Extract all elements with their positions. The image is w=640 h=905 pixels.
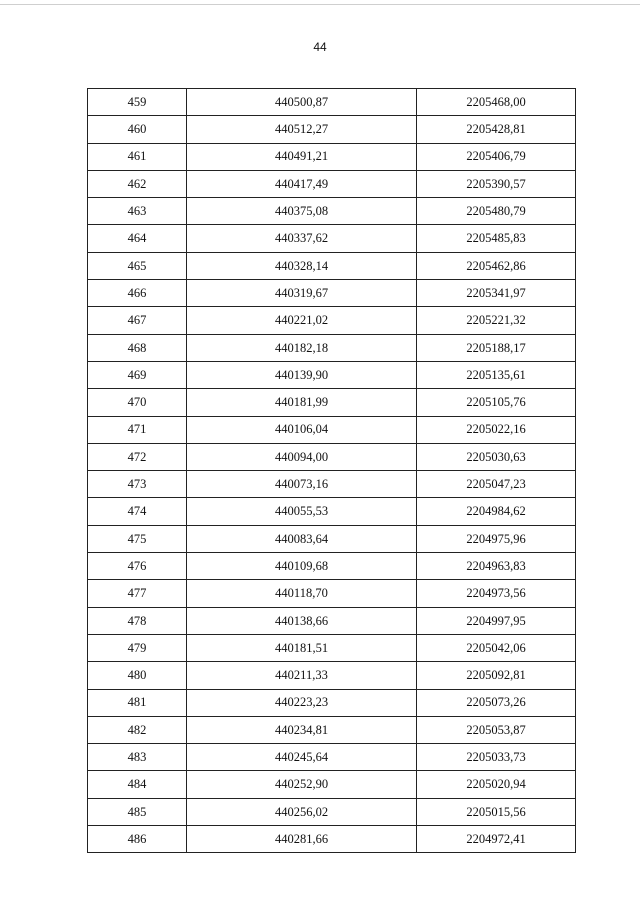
y-coordinate-cell: 2204984,62 <box>417 498 576 525</box>
y-coordinate-cell: 2205406,79 <box>417 143 576 170</box>
y-coordinate-cell: 2205390,57 <box>417 170 576 197</box>
table-row <box>88 307 576 334</box>
x-coordinate-cell: 440211,33 <box>187 662 417 689</box>
y-coordinate-cell: 2205462,86 <box>417 252 576 279</box>
y-coordinate-cell: 2205221,32 <box>417 307 576 334</box>
point-number-cell: 463 <box>88 198 187 225</box>
y-coordinate-cell: 2204963,83 <box>417 553 576 580</box>
table-row <box>88 89 576 116</box>
table-row <box>88 798 576 825</box>
point-number-cell: 472 <box>88 443 187 470</box>
x-coordinate-cell: 440094,00 <box>187 443 417 470</box>
table-row <box>88 225 576 252</box>
page-number: 44 <box>313 40 327 54</box>
x-coordinate-cell: 440181,51 <box>187 634 417 661</box>
x-coordinate-cell: 440281,66 <box>187 826 417 853</box>
point-number-cell: 476 <box>88 553 187 580</box>
y-coordinate-cell: 2205485,83 <box>417 225 576 252</box>
x-coordinate-cell: 440252,90 <box>187 771 417 798</box>
table-row <box>88 443 576 470</box>
table-row <box>88 744 576 771</box>
point-number-cell: 471 <box>88 416 187 443</box>
coordinates-table-body <box>88 89 576 853</box>
point-number-cell: 461 <box>88 143 187 170</box>
point-number-cell: 483 <box>88 744 187 771</box>
table-row <box>88 553 576 580</box>
point-number-cell: 470 <box>88 389 187 416</box>
table-row <box>88 334 576 361</box>
x-coordinate-cell: 440109,68 <box>187 553 417 580</box>
table-row <box>88 580 576 607</box>
y-coordinate-cell: 2205033,73 <box>417 744 576 771</box>
y-coordinate-cell: 2204997,95 <box>417 607 576 634</box>
table-row <box>88 170 576 197</box>
y-coordinate-cell: 2205105,76 <box>417 389 576 416</box>
x-coordinate-cell: 440234,81 <box>187 716 417 743</box>
table-row <box>88 634 576 661</box>
table-row <box>88 771 576 798</box>
y-coordinate-cell: 2205053,87 <box>417 716 576 743</box>
table-row <box>88 389 576 416</box>
y-coordinate-cell: 2205428,81 <box>417 116 576 143</box>
point-number-cell: 485 <box>88 798 187 825</box>
table-row <box>88 607 576 634</box>
x-coordinate-cell: 440083,64 <box>187 525 417 552</box>
point-number-cell: 479 <box>88 634 187 661</box>
y-coordinate-cell: 2204972,41 <box>417 826 576 853</box>
x-coordinate-cell: 440512,27 <box>187 116 417 143</box>
x-coordinate-cell: 440182,18 <box>187 334 417 361</box>
point-number-cell: 465 <box>88 252 187 279</box>
point-number-cell: 473 <box>88 471 187 498</box>
table-row <box>88 143 576 170</box>
y-coordinate-cell: 2204975,96 <box>417 525 576 552</box>
point-number-cell: 480 <box>88 662 187 689</box>
point-number-cell: 481 <box>88 689 187 716</box>
x-coordinate-cell: 440073,16 <box>187 471 417 498</box>
point-number-cell: 462 <box>88 170 187 197</box>
x-coordinate-cell: 440319,67 <box>187 280 417 307</box>
y-coordinate-cell: 2205042,06 <box>417 634 576 661</box>
table-row <box>88 361 576 388</box>
y-coordinate-cell: 2205092,81 <box>417 662 576 689</box>
x-coordinate-cell: 440106,04 <box>187 416 417 443</box>
table-row <box>88 689 576 716</box>
table-row <box>88 416 576 443</box>
table-row <box>88 471 576 498</box>
x-coordinate-cell: 440118,70 <box>187 580 417 607</box>
x-coordinate-cell: 440417,49 <box>187 170 417 197</box>
point-number-cell: 474 <box>88 498 187 525</box>
y-coordinate-cell: 2205480,79 <box>417 198 576 225</box>
x-coordinate-cell: 440138,66 <box>187 607 417 634</box>
table-row <box>88 662 576 689</box>
x-coordinate-cell: 440221,02 <box>187 307 417 334</box>
table-row <box>88 716 576 743</box>
y-coordinate-cell: 2204973,56 <box>417 580 576 607</box>
point-number-cell: 484 <box>88 771 187 798</box>
x-coordinate-cell: 440491,21 <box>187 143 417 170</box>
x-coordinate-cell: 440245,64 <box>187 744 417 771</box>
x-coordinate-cell: 440375,08 <box>187 198 417 225</box>
point-number-cell: 459 <box>88 89 187 116</box>
y-coordinate-cell: 2205030,63 <box>417 443 576 470</box>
table-row <box>88 198 576 225</box>
table-row <box>88 826 576 853</box>
table-row <box>88 280 576 307</box>
y-coordinate-cell: 2205073,26 <box>417 689 576 716</box>
x-coordinate-cell: 440223,23 <box>187 689 417 716</box>
y-coordinate-cell: 2205341,97 <box>417 280 576 307</box>
table-row <box>88 498 576 525</box>
x-coordinate-cell: 440055,53 <box>187 498 417 525</box>
point-number-cell: 464 <box>88 225 187 252</box>
top-rule <box>0 4 640 5</box>
table-row <box>88 252 576 279</box>
table-row <box>88 116 576 143</box>
point-number-cell: 467 <box>88 307 187 334</box>
table-row <box>88 525 576 552</box>
coordinates-table <box>87 88 576 853</box>
x-coordinate-cell: 440500,87 <box>187 89 417 116</box>
point-number-cell: 460 <box>88 116 187 143</box>
y-coordinate-cell: 2205135,61 <box>417 361 576 388</box>
x-coordinate-cell: 440181,99 <box>187 389 417 416</box>
point-number-cell: 468 <box>88 334 187 361</box>
point-number-cell: 478 <box>88 607 187 634</box>
point-number-cell: 475 <box>88 525 187 552</box>
point-number-cell: 477 <box>88 580 187 607</box>
y-coordinate-cell: 2205020,94 <box>417 771 576 798</box>
x-coordinate-cell: 440139,90 <box>187 361 417 388</box>
x-coordinate-cell: 440256,02 <box>187 798 417 825</box>
y-coordinate-cell: 2205015,56 <box>417 798 576 825</box>
y-coordinate-cell: 2205188,17 <box>417 334 576 361</box>
point-number-cell: 482 <box>88 716 187 743</box>
y-coordinate-cell: 2205022,16 <box>417 416 576 443</box>
y-coordinate-cell: 2205047,23 <box>417 471 576 498</box>
x-coordinate-cell: 440337,62 <box>187 225 417 252</box>
y-coordinate-cell: 2205468,00 <box>417 89 576 116</box>
x-coordinate-cell: 440328,14 <box>187 252 417 279</box>
point-number-cell: 486 <box>88 826 187 853</box>
point-number-cell: 466 <box>88 280 187 307</box>
point-number-cell: 469 <box>88 361 187 388</box>
